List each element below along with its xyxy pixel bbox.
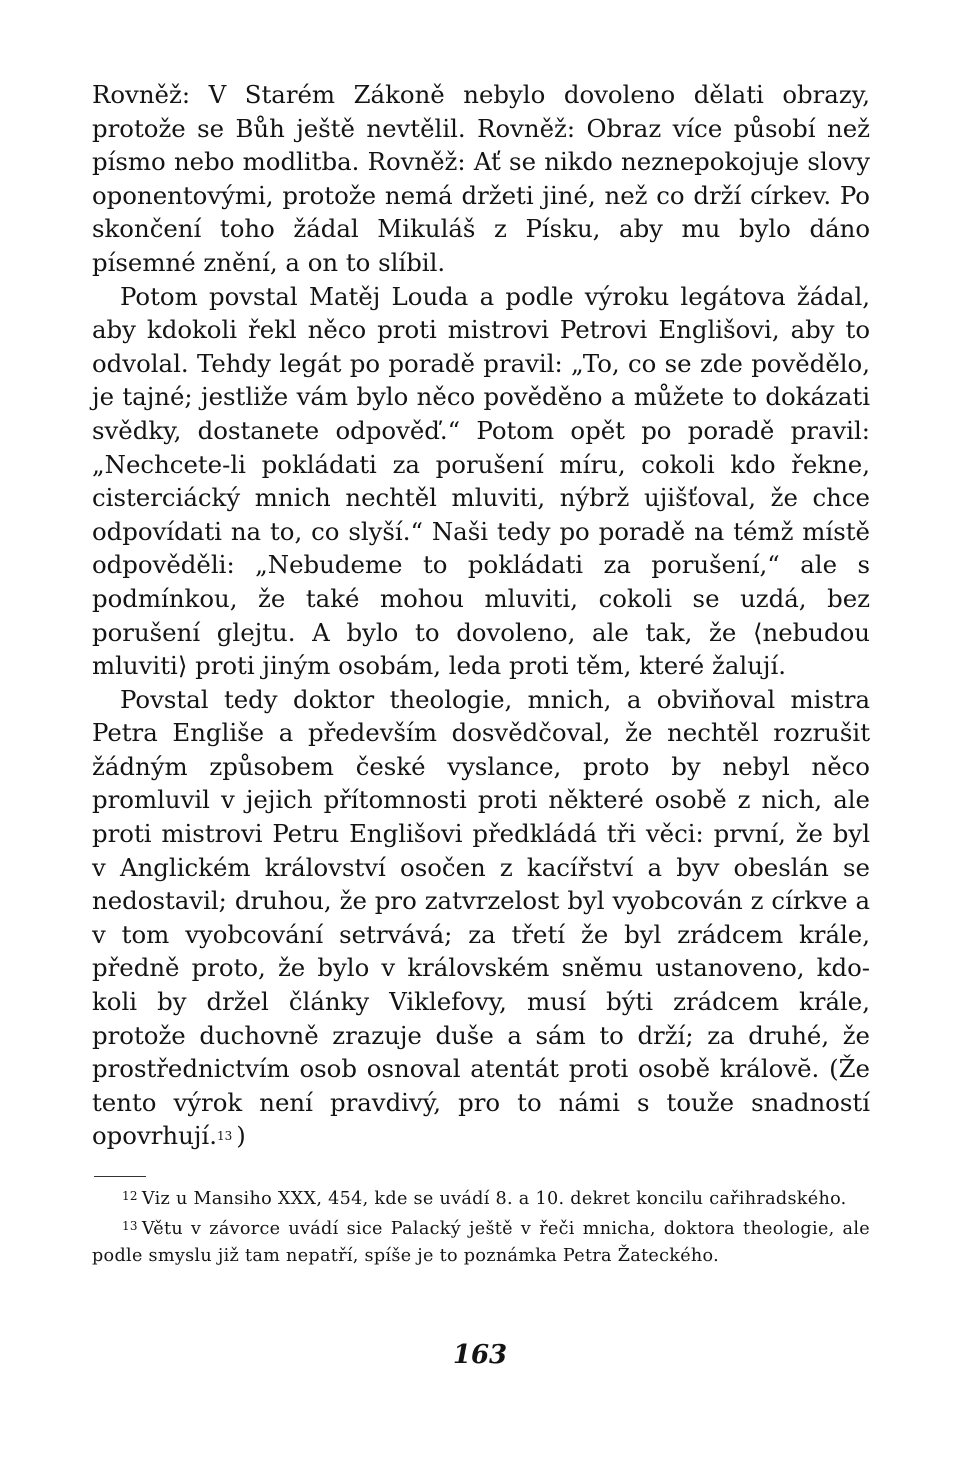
paragraph-2: Potom povstal Matěj Louda a podle výroku legátova žádal, aby kdokoli řekl něco proti mistrovi Petrovi Englišovi, aby to odvolal. Tehdy legát po poradě pravil: „To, co se zde povědělo, je tajné; jestliže vám bylo něco pověděno a můžete to dokázati svědky, dostanete odpověď.“ Potom opět po poradě pravil: „Nechcete-li pokládati za porušení míru, cokoli kdo řekne, cisterciácký mnich nechtěl mluviti, nýbrž ujišťoval, že chce odpovídati na to, co slyší.“ Naši tedy po poradě na témž místě odpověděli: „Nebudeme to pokládati za porušení,“ ale s podmínkou, že také mohou mluviti, cokoli se uzdá, bez porušení glejtu. A bylo to dovoleno, ale tak, že ⟨nebudou mluviti⟩ proti jiným osobám, leda proti těm, které žalují. — [92, 281, 870, 681]
closing-parenthesis: ) — [236, 1121, 246, 1151]
footnote-divider — [94, 1176, 146, 1177]
footnote-12-mark: 12 — [122, 1189, 138, 1203]
page-number: 163 — [452, 1340, 508, 1370]
paragraph-3 — [92, 683, 870, 1154]
paragraph-3-text: Povstal tedy doktor theologie, mnich, a obviňoval mistra Petra Engliše a především dosvědčoval, že nechtěl rozrušit žádným způsobem české vyslance, proto by nebyl něco promluvil v jejich přítomnosti proti některé osobě z nich, ale proti mistrovi Petru Englišovi předkládá tři věci: první, že byl v Anglickém království osočen z kacířství a byv obeslán se nedostavil; druhou, že pro zatvrzelost byl vyobcován z církve a v tom vyobcování setrvává; za třetí že byl zrádcem krále, předně proto, že bylo v královském sněmu ustanoveno, kdokoli by držel články Viklefovy, musí býti zrádcem krále, protože duchovně zrazuje duše a sám to drží; za druhé, že prostřednictvím osob osnoval atentát proti osobě královĕ. (Že tento výrok není pravdivý, pro to námi s touže snadností opovrhují. — [92, 684, 870, 1151]
footnote-13 — [92, 1213, 870, 1270]
paragraph-1: Rovněž: V Starém Zákoně nebylo dovoleno dělati obrazy, protože se Bůh ještě nevtělil. Rovněž: Obraz více působí než písmo nebo modlitba. Rovněž: Ať se nikdo neznepokojuje slovy oponentovými, protože nemá držeti jiné, než co drží církev. Po skončení toho žádal Mikuláš z Písku, aby mu bylo dáno písemné znění, a on to slíbil. — [92, 80, 870, 277]
footnote-13-text: Větu v závorce uvádí sice Palacký ještě v řeči mnicha, doktora theologie, ale podle smyslu již tam nepatří, spíše je to poznámka Petra Žateckého. — [92, 1219, 870, 1266]
footnote-12-text: Viz u Mansiho XXX, 454, kde se uvádí 8. a 10. dekret koncilu cařihradského. — [141, 1189, 847, 1209]
page-body — [92, 78, 870, 1270]
footnote-13-mark: 13 — [122, 1219, 138, 1233]
footnote-12 — [92, 1183, 870, 1213]
footnote-reference-13: 13 — [216, 1129, 233, 1144]
